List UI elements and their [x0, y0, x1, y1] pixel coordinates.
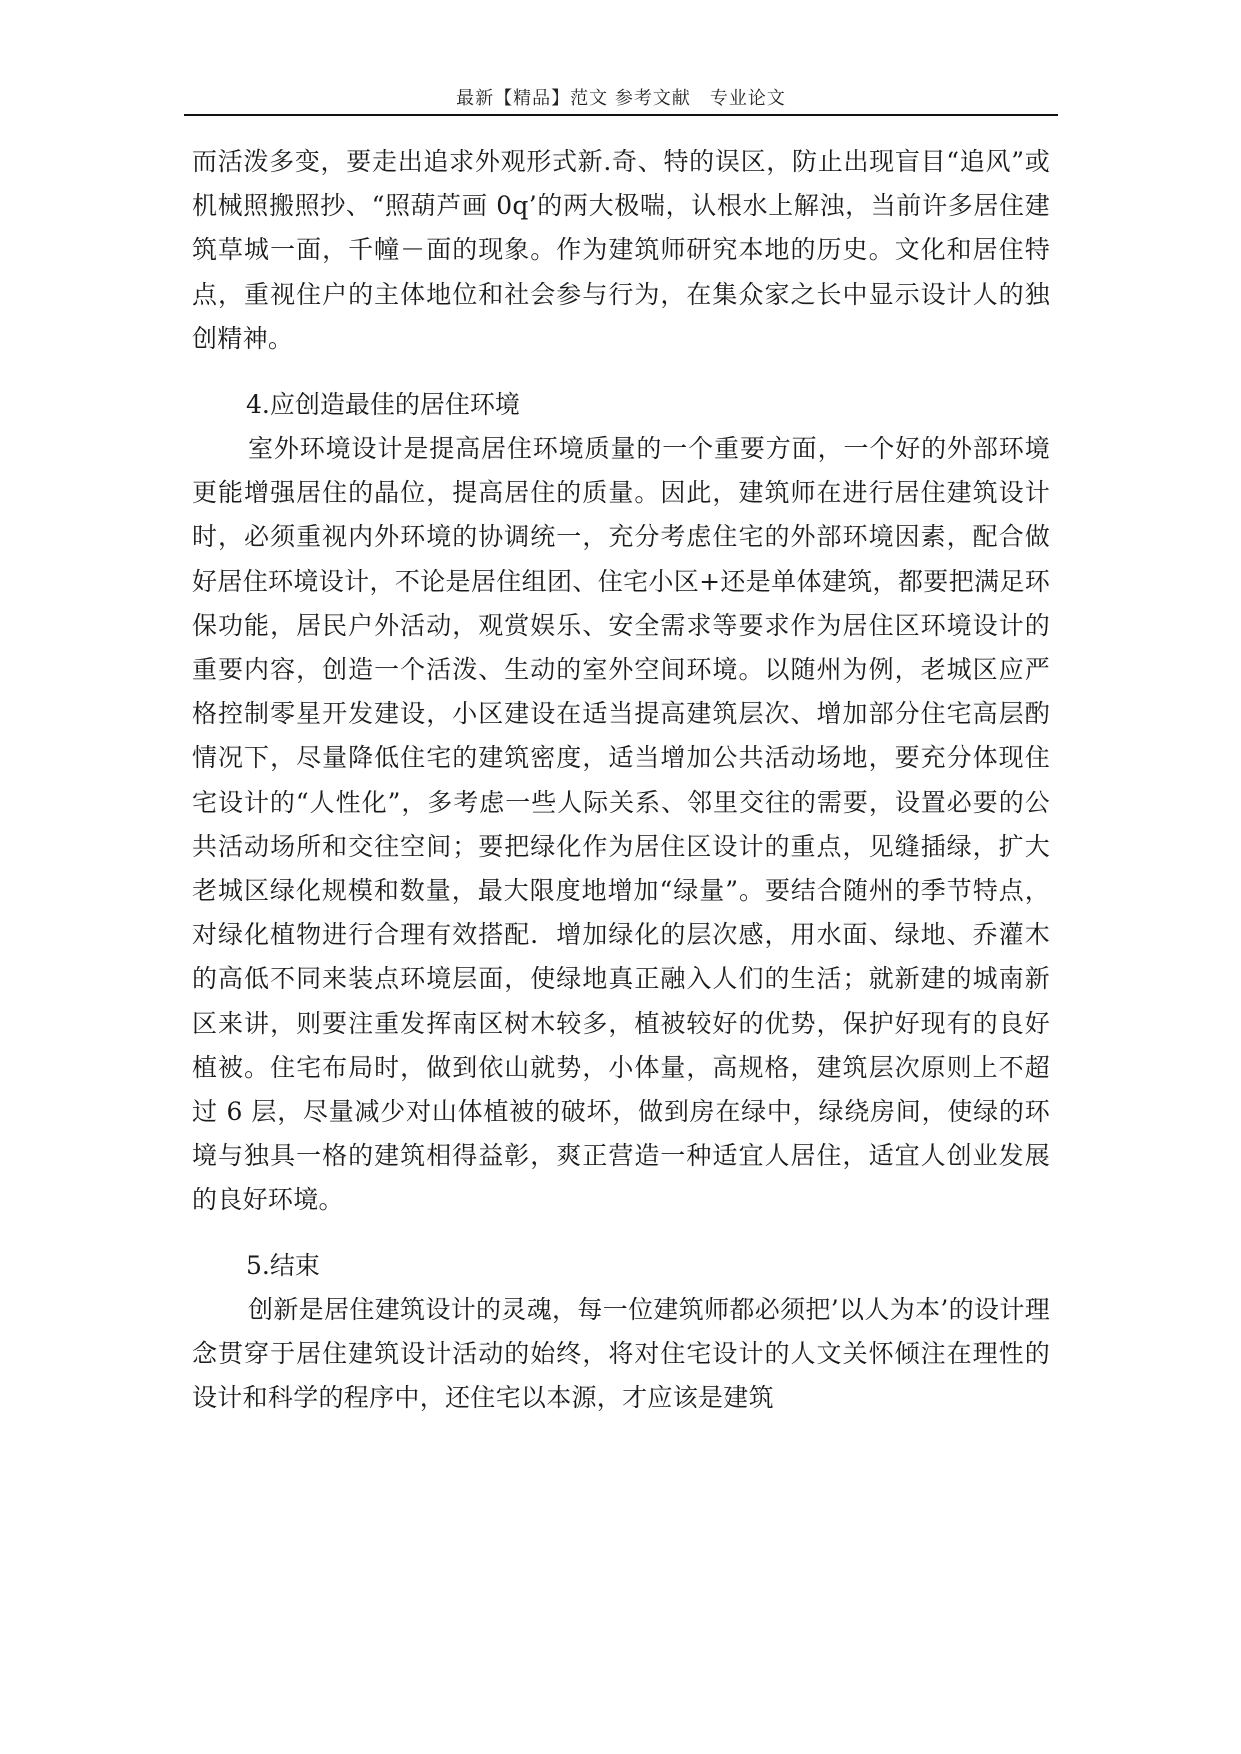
header-divider: [184, 114, 1058, 116]
section-heading-4: 4.应创造最佳的居住环境: [246, 390, 520, 419]
paragraph-continuation: 而活泼多变，要走出追求外观形式新.奇、特的误区，防止出现盲目“追风”或机械照搬照抄、“照葫芦画 0q’的两大极喘，认根水上解浊，当前许多居住建筑草城一面，千幢－面的现象。作为建筑师研究本地的历史。文化和居住特点，重视住户的主体地位和社会参与行为，在集众家之长中显示设计人的独创精神。: [192, 147, 1050, 353]
paragraph-environment: 室外环境设计是提高居住环境质量的一个重要方面，一个好的外部环境更能增强居住的晶位，提高居住的质量。因此，建筑师在进行居住建筑设计时，必须重视内外环境的协调统一，充分考虑住宅的外部环境因素，配合做好居住环境设计，不论是居住组团、住宅小区+还是单体建筑，都要把满足环保功能，居民户外活动，观赏娱乐、安全需求等要求作为居住区环境设计的重要内容，创造一个活泼、生动的室外空间环境。以随州为例，老城区应严格控制零星开发建设，小区建设在适当提高建筑层次、增加部分住宅高层酌情况下，尽量降低住宅的建筑密度，适当增加公共活动场地，要充分体现住宅设计的“人性化”，多考虑一些人际关系、邻里交往的需要，设置必要的公共活动场所和交往空间；要把绿化作为居住区设计的重点，见缝插绿，扩大老城区绿化规模和数量，最大限度地增加“绿量”。要结合随州的季节特点，对绿化植物进行合理有效搭配．增加绿化的层次感，用水面、绿地、乔灌木的高低不同来装点环境层面，使绿地真正融入人们的生活；就新建的城南新区来讲，则要注重发挥南区树木较多，植被较好的优势，保护好现有的良好植被。住宅布局时，做到依山就势，小体量，高规格，建筑层次原则上不超过 6 层，尽量减少对山体植被的破坏，做到房在绿中，绿绕房间，使绿的环境与独具一格的建筑相得益彰，爽正营造一种适宜人居住，适宜人创业发展的良好环境。: [192, 434, 1050, 1215]
page-header: 最新【精品】范文 参考文献 专业论文: [456, 88, 786, 109]
paragraph-conclusion: 创新是居住建筑设计的灵魂，每一位建筑师都必须把’以人为本’的设计理念贯穿于居住建筑设计活动的始终，将对住宅设计的人文关怀倾注在理性的设计和科学的程序中，还住宅以本源，才应该是建筑: [192, 1295, 1050, 1413]
section-heading-5: 5.结束: [246, 1251, 320, 1280]
